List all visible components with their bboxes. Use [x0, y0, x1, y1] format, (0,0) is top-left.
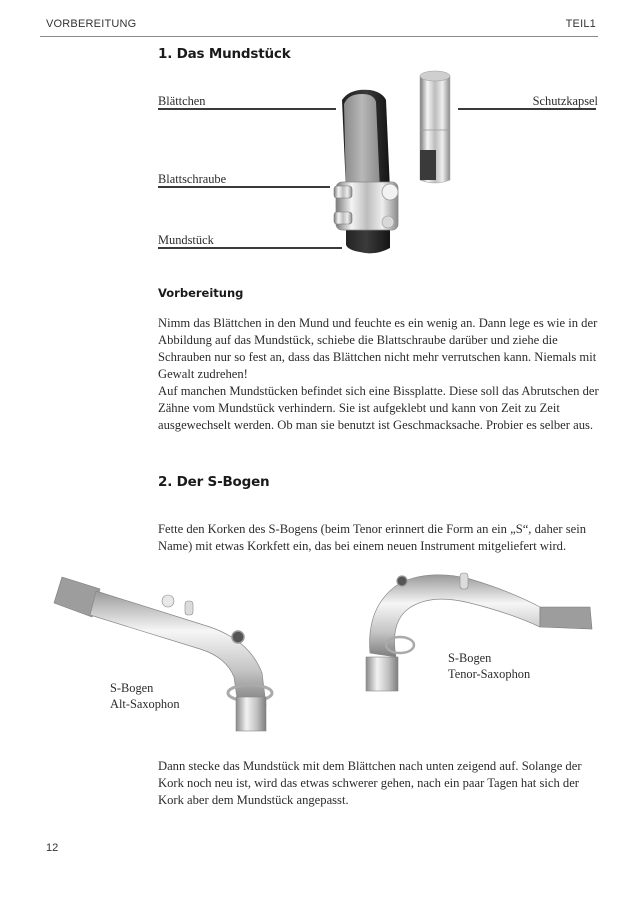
caption-tenor-saxophon [448, 650, 530, 682]
section-title-s-bogen: 2. Der S-Bogen [158, 474, 270, 490]
leader-line-blattschraube [158, 186, 330, 188]
paragraph-vorbereitung-2: Auf manchen Mundstücken befindet sich eine Bissplatte. Diese soll das Abrutschen der Zähne vom Mundstück verhindern. Sie ist aufgeklebt und kann von Zeit zu Zeit ausgewechselt werden. Ob man sie benutzt ist Geschmacksache. Probier es selber aus. [158, 384, 599, 432]
mouthpiece-figure [140, 70, 600, 270]
caption-alt-line1: S-Bogen [110, 681, 154, 695]
label-schutzkapsel: Schutzkapsel [532, 94, 598, 108]
label-blattschraube: Blattschraube [158, 172, 227, 186]
paragraph-vorbereitung-1: Nimm das Blättchen in den Mund und feuchte es ein wenig an. Dann lege es wie in der Abbildung auf das Mundstück, schiebe die Blattschraube darüber und ziehe die Schrauben nur so fest an, dass das Blättchen nicht mehr verrutschen kann. Niemals mit Gewalt zudrehen! [158, 316, 598, 381]
paragraph-s-bogen-1: Fette den Korken des S-Bogens (beim Tenor erinnert die Form an ein „S“, daher sein Name) mit etwas Korkfett ein, das bei einem neuen Instrument mitgeliefert wird. [158, 522, 587, 553]
subheading-vorbereitung: Vorbereitung [158, 286, 244, 300]
leader-line-mundstueck [158, 247, 342, 249]
section-title-mundstueck: 1. Das Mundstück [158, 46, 291, 62]
header-rule [40, 36, 598, 37]
page-number: 12 [46, 842, 59, 854]
caption-tenor-line1: S-Bogen [448, 651, 492, 665]
caption-alt-line2: Alt-Saxophon [110, 697, 180, 711]
caption-tenor-line2: Tenor-Saxophon [448, 667, 531, 681]
paragraph-s-bogen-2: Dann stecke das Mundstück mit dem Blättchen nach unten zeigend auf. Solange der Kork noch neu ist, wird das etwas schwerer gehen, nach ein paar Tagen hat sich der Kork aber dem Mundstück angepasst. [158, 759, 582, 807]
running-header-left: VORBEREITUNG [46, 18, 137, 30]
caption-alt-saxophon [110, 680, 180, 712]
mouthpiece-illustration [320, 70, 480, 270]
running-header-right: TEIL1 [565, 18, 596, 30]
leader-line-blaettchen [158, 108, 336, 110]
label-blaettchen: Blättchen [158, 94, 206, 108]
label-mundstueck: Mundstück [158, 233, 214, 247]
